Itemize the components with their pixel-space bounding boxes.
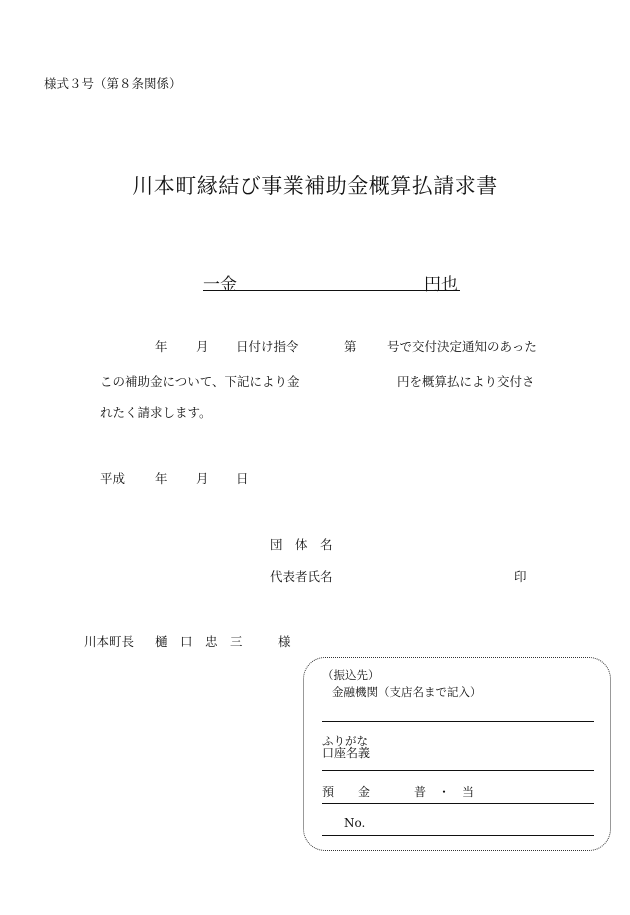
date-year: 年 bbox=[155, 471, 168, 486]
body-date-reference: 日付け指令 bbox=[236, 339, 299, 354]
date-day: 日 bbox=[236, 471, 249, 486]
addressee-title: 川本町長 bbox=[84, 634, 135, 649]
body-number-prefix: 第 bbox=[344, 339, 357, 354]
amount-suffix: 円也 bbox=[424, 275, 458, 295]
account-name-line bbox=[322, 770, 594, 771]
addressee-name: 樋 口 忠 三 bbox=[155, 634, 243, 649]
representative-label: 代表者氏名 bbox=[270, 569, 333, 584]
body-year: 年 bbox=[155, 339, 168, 354]
body-line-3: れたく請求します。 bbox=[100, 405, 212, 420]
body-notice-text: 号で交付決定通知のあった bbox=[387, 339, 537, 354]
body-month: 月 bbox=[196, 339, 209, 354]
date-era: 平成 bbox=[100, 471, 126, 486]
body-line-2-end: 円を概算払により交付さ bbox=[397, 374, 535, 389]
date-month: 月 bbox=[196, 471, 209, 486]
account-name-label: 口座名義 bbox=[322, 746, 371, 760]
account-number-line bbox=[322, 835, 594, 836]
addressee-honorific: 様 bbox=[278, 634, 291, 649]
deposit-type-options: 普 ・ 当 bbox=[414, 785, 475, 799]
bank-transfer-box bbox=[303, 657, 611, 851]
amount-prefix: 一金 bbox=[203, 275, 237, 295]
document-title: 川本町縁結び事業補助金概算払請求書 bbox=[132, 174, 498, 198]
organization-label: 団 体 名 bbox=[270, 537, 333, 552]
bank-institution-line bbox=[322, 721, 594, 722]
deposit-line bbox=[322, 803, 594, 804]
bank-institution-label: 金融機関（支店名まで記入） bbox=[332, 685, 482, 699]
bank-header: （振込先） bbox=[322, 668, 380, 682]
amount-underline bbox=[203, 268, 460, 291]
furigana-label: ふりがな bbox=[322, 734, 368, 748]
body-line-2-start: この補助金について、下記により金 bbox=[100, 374, 300, 389]
account-number-label: No. bbox=[344, 816, 366, 830]
form-number: 様式３号（第８条関係） bbox=[44, 76, 182, 91]
seal-mark: 印 bbox=[514, 569, 527, 584]
deposit-label: 預 金 bbox=[322, 785, 371, 799]
